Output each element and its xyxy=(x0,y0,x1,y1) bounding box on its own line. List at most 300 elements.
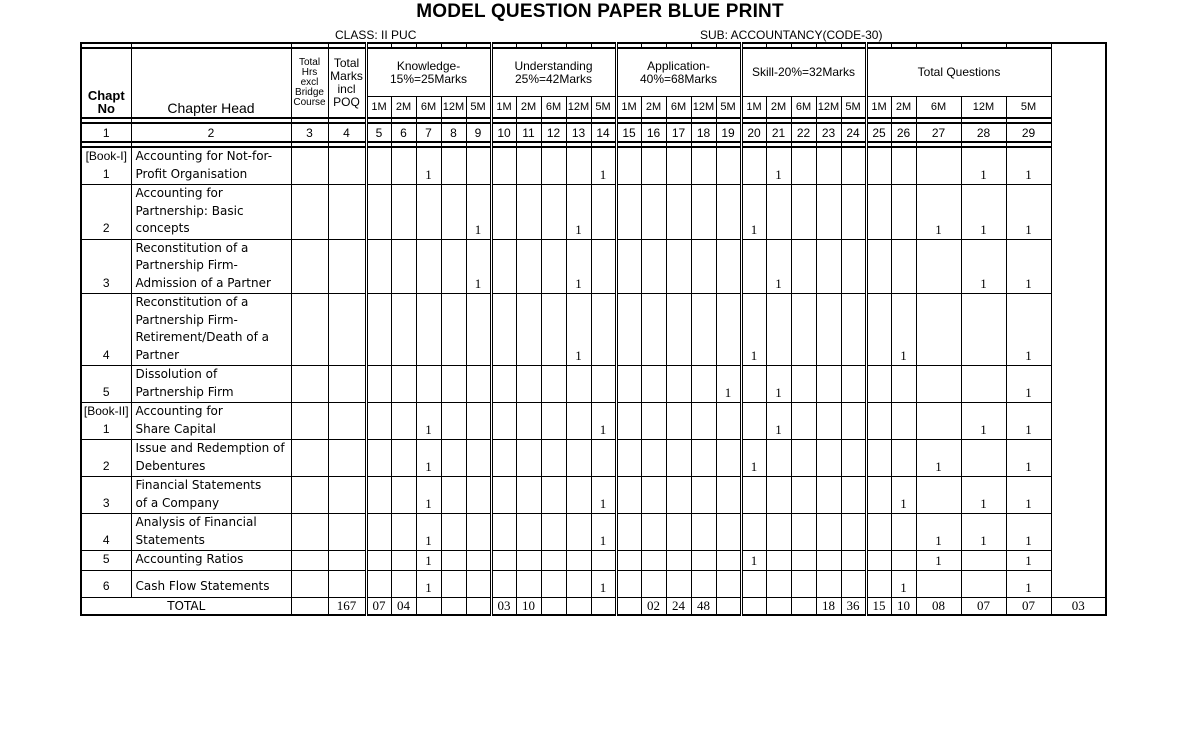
data-cell xyxy=(961,551,1006,571)
data-cell: 1 xyxy=(416,514,441,551)
subheader-5m: 5M xyxy=(591,97,616,119)
chapter-head: Dissolution of Partnership Firm xyxy=(131,366,291,403)
data-cell xyxy=(716,570,741,597)
column-number: 4 xyxy=(328,123,366,142)
chapter-number: 3 xyxy=(81,239,131,294)
total-cell: 07 xyxy=(366,597,391,615)
subheader-2m: 2M xyxy=(766,97,791,119)
data-cell xyxy=(641,366,666,403)
table-row xyxy=(81,514,1106,551)
data-cell xyxy=(441,440,466,477)
data-cell xyxy=(841,185,866,240)
subheader-5m: 5M xyxy=(841,97,866,119)
data-cell xyxy=(516,477,541,514)
data-cell xyxy=(328,551,366,571)
column-number: 23 xyxy=(816,123,841,142)
data-cell xyxy=(816,147,841,185)
data-cell xyxy=(816,551,841,571)
class-label: CLASS: II PUC xyxy=(335,28,417,42)
header-total-questions: Total Questions xyxy=(866,48,1051,97)
data-cell xyxy=(791,440,816,477)
data-cell: 1 xyxy=(916,551,961,571)
data-cell xyxy=(691,403,716,440)
data-cell xyxy=(716,147,741,185)
chapter-number: [Book-I] 1 xyxy=(81,147,131,185)
data-cell xyxy=(666,294,691,366)
table-row xyxy=(81,440,1106,477)
data-cell xyxy=(591,185,616,240)
data-cell xyxy=(741,239,766,294)
data-cell xyxy=(866,366,891,403)
data-cell: 1 xyxy=(416,477,441,514)
data-cell xyxy=(466,570,491,597)
total-cell: 02 xyxy=(641,597,666,615)
data-cell: 1 xyxy=(1006,477,1051,514)
subheader-12m: 12M xyxy=(816,97,841,119)
data-cell xyxy=(491,403,516,440)
data-cell xyxy=(816,403,841,440)
data-cell xyxy=(841,239,866,294)
data-cell xyxy=(541,403,566,440)
data-cell xyxy=(841,147,866,185)
data-cell xyxy=(666,147,691,185)
data-cell xyxy=(616,185,641,240)
data-cell xyxy=(291,294,328,366)
data-cell xyxy=(791,366,816,403)
total-cell xyxy=(441,597,466,615)
data-cell: 1 xyxy=(566,239,591,294)
data-cell: 1 xyxy=(1006,147,1051,185)
chapter-number: 2 xyxy=(81,440,131,477)
data-cell xyxy=(666,551,691,571)
data-cell xyxy=(741,366,766,403)
data-cell xyxy=(616,440,641,477)
data-cell xyxy=(391,403,416,440)
data-cell xyxy=(516,239,541,294)
chapter-head: Accounting for Share Capital xyxy=(131,403,291,440)
total-cell: 04 xyxy=(391,597,416,615)
total-cell: 18 xyxy=(816,597,841,615)
data-cell xyxy=(616,403,641,440)
data-cell xyxy=(366,294,391,366)
data-cell xyxy=(541,570,566,597)
subheader-5m: 5M xyxy=(716,97,741,119)
total-cell: 07 xyxy=(961,597,1006,615)
data-cell xyxy=(766,477,791,514)
subheader-1m: 1M xyxy=(616,97,641,119)
data-cell xyxy=(866,294,891,366)
data-cell xyxy=(916,366,961,403)
data-cell: 1 xyxy=(766,403,791,440)
total-cell xyxy=(791,597,816,615)
data-cell xyxy=(441,185,466,240)
data-cell: 1 xyxy=(466,239,491,294)
data-cell xyxy=(816,366,841,403)
data-cell xyxy=(541,514,566,551)
data-cell xyxy=(961,570,1006,597)
data-cell xyxy=(891,239,916,294)
data-cell xyxy=(891,403,916,440)
data-cell: 1 xyxy=(591,514,616,551)
data-cell: 1 xyxy=(916,185,961,240)
data-cell: 1 xyxy=(416,551,441,571)
data-cell xyxy=(666,477,691,514)
data-cell xyxy=(641,570,666,597)
data-cell xyxy=(491,366,516,403)
chapter-head: Accounting Ratios xyxy=(131,551,291,571)
subheader-5m: 5M xyxy=(466,97,491,119)
data-cell xyxy=(366,477,391,514)
data-cell xyxy=(916,570,961,597)
column-number: 17 xyxy=(666,123,691,142)
header-skill: Skill-20%=32Marks xyxy=(741,48,866,97)
data-cell xyxy=(666,185,691,240)
data-cell xyxy=(391,147,416,185)
data-cell xyxy=(328,570,366,597)
subheader-6m: 6M xyxy=(541,97,566,119)
total-cell: 07 xyxy=(1006,597,1051,615)
data-cell xyxy=(441,403,466,440)
data-cell xyxy=(616,147,641,185)
data-cell xyxy=(566,403,591,440)
data-cell xyxy=(416,366,441,403)
data-cell xyxy=(841,403,866,440)
data-cell xyxy=(741,477,766,514)
data-cell xyxy=(416,239,441,294)
data-cell xyxy=(328,440,366,477)
data-cell xyxy=(466,551,491,571)
chapter-head: Financial Statements of a Company xyxy=(131,477,291,514)
data-cell: 1 xyxy=(741,185,766,240)
table-row xyxy=(81,477,1106,514)
column-number: 8 xyxy=(441,123,466,142)
data-cell xyxy=(541,239,566,294)
data-cell xyxy=(841,366,866,403)
data-cell xyxy=(466,477,491,514)
data-cell xyxy=(566,366,591,403)
data-cell xyxy=(841,294,866,366)
data-cell xyxy=(641,403,666,440)
data-cell xyxy=(691,551,716,571)
data-cell xyxy=(641,147,666,185)
data-cell xyxy=(391,440,416,477)
data-cell xyxy=(391,514,416,551)
data-cell xyxy=(641,440,666,477)
data-cell xyxy=(491,294,516,366)
column-number: 14 xyxy=(591,123,616,142)
data-cell xyxy=(961,366,1006,403)
data-cell xyxy=(541,147,566,185)
data-cell xyxy=(666,570,691,597)
data-cell xyxy=(716,514,741,551)
data-cell: 1 xyxy=(741,294,766,366)
data-cell xyxy=(766,514,791,551)
data-cell xyxy=(741,514,766,551)
data-cell xyxy=(766,570,791,597)
chapter-head: Accounting for Not-for- Profit Organisation xyxy=(131,147,291,185)
data-cell xyxy=(491,185,516,240)
data-cell xyxy=(916,147,961,185)
data-cell: 1 xyxy=(961,147,1006,185)
chapter-head: Accounting for Partnership: Basic concepts xyxy=(131,185,291,240)
data-cell xyxy=(741,570,766,597)
data-cell: 1 xyxy=(1006,551,1051,571)
total-cell xyxy=(591,597,616,615)
chapter-head: Reconstitution of a Partnership Firm- Retirement/Death of a Partner xyxy=(131,294,291,366)
data-cell xyxy=(866,551,891,571)
column-number: 1 xyxy=(81,123,131,142)
data-cell xyxy=(491,514,516,551)
total-cell: 10 xyxy=(516,597,541,615)
total-cell: 08 xyxy=(916,597,961,615)
data-cell xyxy=(441,366,466,403)
column-number: 19 xyxy=(716,123,741,142)
data-cell: 1 xyxy=(416,570,441,597)
total-cell xyxy=(291,597,328,615)
data-cell xyxy=(591,440,616,477)
column-number: 7 xyxy=(416,123,441,142)
data-cell xyxy=(491,239,516,294)
data-cell xyxy=(791,570,816,597)
data-cell xyxy=(366,570,391,597)
data-cell xyxy=(566,551,591,571)
data-cell: 1 xyxy=(416,147,441,185)
total-cell: 15 xyxy=(866,597,891,615)
chapter-number: 6 xyxy=(81,570,131,597)
data-cell xyxy=(541,477,566,514)
table-row xyxy=(81,403,1106,440)
data-cell: 1 xyxy=(566,294,591,366)
total-cell xyxy=(541,597,566,615)
data-cell xyxy=(328,239,366,294)
data-cell xyxy=(841,477,866,514)
table-row xyxy=(81,294,1106,366)
column-number: 2 xyxy=(131,123,291,142)
data-cell xyxy=(466,294,491,366)
data-cell xyxy=(866,403,891,440)
data-cell xyxy=(641,185,666,240)
data-cell xyxy=(291,514,328,551)
column-number: 18 xyxy=(691,123,716,142)
data-cell xyxy=(891,551,916,571)
data-cell: 1 xyxy=(716,366,741,403)
column-number: 12 xyxy=(541,123,566,142)
data-cell xyxy=(691,185,716,240)
subheader-2m: 2M xyxy=(641,97,666,119)
data-cell xyxy=(328,185,366,240)
data-cell xyxy=(791,147,816,185)
column-number: 24 xyxy=(841,123,866,142)
data-cell xyxy=(516,403,541,440)
data-cell xyxy=(366,185,391,240)
data-cell xyxy=(916,477,961,514)
data-cell xyxy=(328,294,366,366)
data-cell xyxy=(516,147,541,185)
data-cell xyxy=(491,551,516,571)
data-cell xyxy=(866,440,891,477)
page-title: MODEL QUESTION PAPER BLUE PRINT xyxy=(416,1,784,22)
subheader-12m: 12M xyxy=(961,97,1006,119)
data-cell xyxy=(441,239,466,294)
data-cell: 1 xyxy=(566,185,591,240)
data-cell: 1 xyxy=(916,514,961,551)
column-number: 6 xyxy=(391,123,416,142)
data-cell xyxy=(616,570,641,597)
data-cell: 1 xyxy=(961,403,1006,440)
data-cell: 1 xyxy=(1006,514,1051,551)
data-cell xyxy=(516,366,541,403)
data-cell xyxy=(366,514,391,551)
data-cell xyxy=(716,185,741,240)
data-cell xyxy=(291,239,328,294)
data-cell: 1 xyxy=(591,570,616,597)
data-cell xyxy=(616,366,641,403)
chapter-head: Cash Flow Statements xyxy=(131,570,291,597)
data-cell xyxy=(641,551,666,571)
column-number: 28 xyxy=(961,123,1006,142)
data-cell: 1 xyxy=(416,440,441,477)
data-cell xyxy=(866,239,891,294)
data-cell xyxy=(291,366,328,403)
data-cell xyxy=(366,551,391,571)
data-cell xyxy=(791,294,816,366)
data-cell xyxy=(291,570,328,597)
data-cell: 1 xyxy=(916,440,961,477)
subheader-12m: 12M xyxy=(566,97,591,119)
header-understanding: Understanding 25%=42Marks xyxy=(491,48,616,97)
data-cell xyxy=(541,366,566,403)
data-cell: 1 xyxy=(591,147,616,185)
data-cell xyxy=(741,147,766,185)
data-cell xyxy=(691,147,716,185)
header-chapt-no: Chapt No xyxy=(81,48,131,118)
total-cell xyxy=(716,597,741,615)
subheader-12m: 12M xyxy=(441,97,466,119)
chapter-number: 4 xyxy=(81,294,131,366)
data-cell: 1 xyxy=(961,185,1006,240)
data-cell: 1 xyxy=(466,185,491,240)
data-cell xyxy=(491,440,516,477)
data-cell xyxy=(391,366,416,403)
column-number: 5 xyxy=(366,123,391,142)
data-cell xyxy=(766,440,791,477)
subheader-2m: 2M xyxy=(516,97,541,119)
subheader-1m: 1M xyxy=(491,97,516,119)
data-cell xyxy=(391,551,416,571)
subheader-1m: 1M xyxy=(866,97,891,119)
total-cell: 24 xyxy=(666,597,691,615)
data-cell xyxy=(816,185,841,240)
table-row xyxy=(81,551,1106,571)
column-number: 10 xyxy=(491,123,516,142)
subheader-2m: 2M xyxy=(391,97,416,119)
data-cell xyxy=(566,514,591,551)
data-cell xyxy=(666,514,691,551)
data-cell xyxy=(716,551,741,571)
data-cell: 1 xyxy=(1006,366,1051,403)
data-cell xyxy=(666,239,691,294)
data-cell xyxy=(791,185,816,240)
data-cell xyxy=(716,440,741,477)
data-cell xyxy=(516,570,541,597)
total-cell xyxy=(416,597,441,615)
chapter-number: 4 xyxy=(81,514,131,551)
data-cell xyxy=(816,440,841,477)
total-label: TOTAL xyxy=(81,597,291,615)
data-cell xyxy=(516,185,541,240)
column-number: 3 xyxy=(291,123,328,142)
data-cell xyxy=(866,477,891,514)
data-cell xyxy=(516,551,541,571)
subheader-6m: 6M xyxy=(666,97,691,119)
data-cell xyxy=(916,403,961,440)
data-cell xyxy=(666,440,691,477)
table-row xyxy=(81,366,1106,403)
data-cell xyxy=(716,477,741,514)
data-cell xyxy=(791,551,816,571)
data-cell xyxy=(816,239,841,294)
column-number: 21 xyxy=(766,123,791,142)
total-cell xyxy=(566,597,591,615)
data-cell: 1 xyxy=(891,570,916,597)
data-cell xyxy=(816,477,841,514)
subheader-6m: 6M xyxy=(416,97,441,119)
data-cell xyxy=(366,239,391,294)
data-cell xyxy=(328,147,366,185)
total-cell xyxy=(466,597,491,615)
data-cell xyxy=(541,294,566,366)
data-cell xyxy=(641,514,666,551)
data-cell xyxy=(291,440,328,477)
data-cell xyxy=(366,440,391,477)
table-row xyxy=(81,147,1106,185)
data-cell xyxy=(416,185,441,240)
subheader-1m: 1M xyxy=(741,97,766,119)
data-cell xyxy=(328,366,366,403)
table-row xyxy=(81,570,1106,597)
data-cell xyxy=(491,570,516,597)
column-number: 25 xyxy=(866,123,891,142)
data-cell xyxy=(666,403,691,440)
column-number: 11 xyxy=(516,123,541,142)
data-cell xyxy=(891,366,916,403)
chapter-head: Issue and Redemption of Debentures xyxy=(131,440,291,477)
data-cell: 1 xyxy=(1006,294,1051,366)
data-cell xyxy=(541,551,566,571)
data-cell xyxy=(441,294,466,366)
column-number: 13 xyxy=(566,123,591,142)
data-cell xyxy=(591,551,616,571)
data-cell: 1 xyxy=(891,477,916,514)
chapter-number: 3 xyxy=(81,477,131,514)
data-cell xyxy=(441,514,466,551)
data-cell xyxy=(891,440,916,477)
data-cell xyxy=(291,147,328,185)
data-cell xyxy=(491,477,516,514)
data-cell xyxy=(391,477,416,514)
data-cell xyxy=(961,294,1006,366)
data-cell xyxy=(866,514,891,551)
column-number: 20 xyxy=(741,123,766,142)
data-cell xyxy=(591,239,616,294)
data-cell: 1 xyxy=(961,514,1006,551)
table-row xyxy=(81,185,1106,240)
data-cell xyxy=(291,403,328,440)
data-cell xyxy=(666,366,691,403)
data-cell xyxy=(328,477,366,514)
data-cell xyxy=(816,570,841,597)
data-cell xyxy=(741,403,766,440)
